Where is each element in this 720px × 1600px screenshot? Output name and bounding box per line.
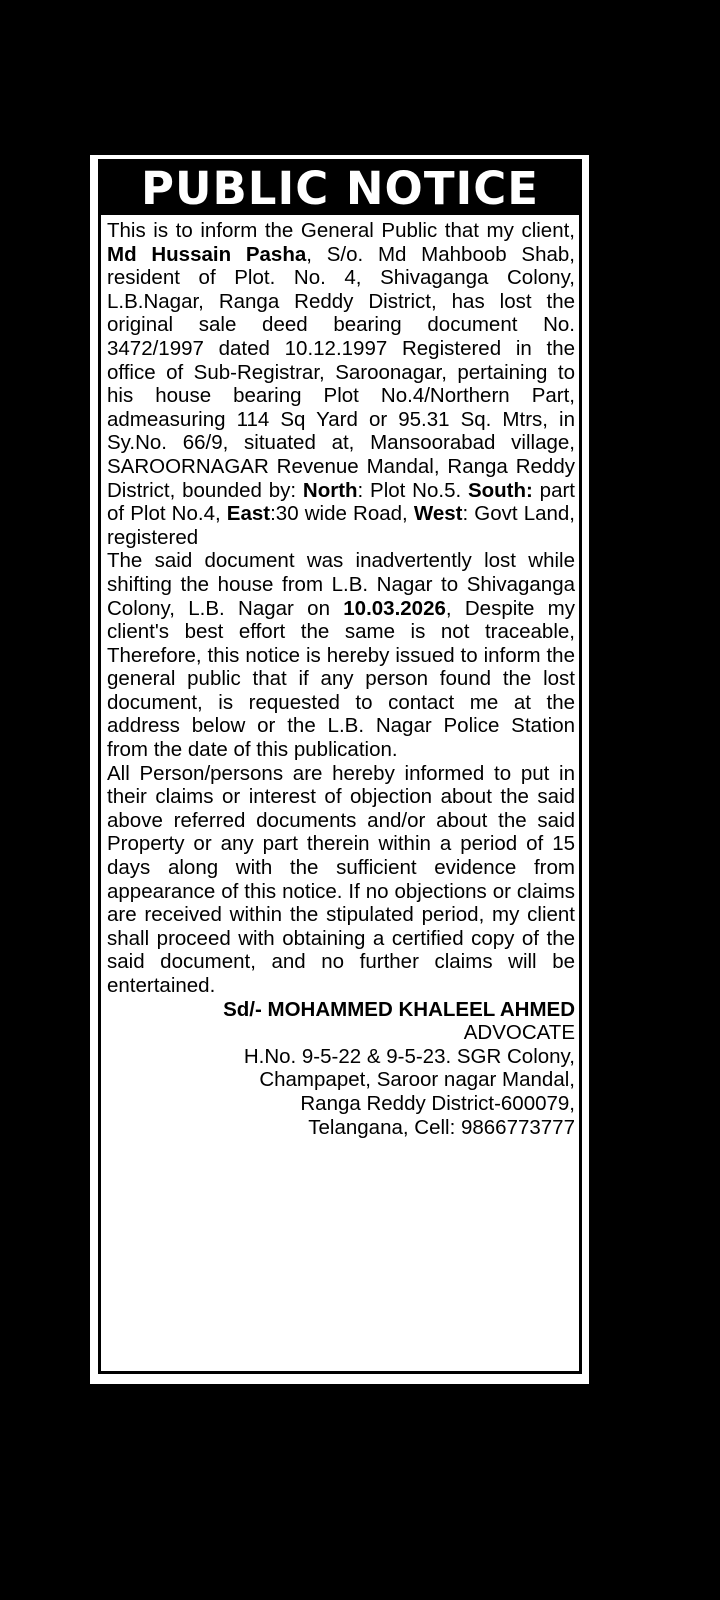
- west-label: West: [413, 502, 463, 526]
- loss-date: 10.03.2026: [343, 596, 446, 620]
- public-notice-box: [98, 159, 582, 1374]
- p1-details: , S/o. Md Mahboob Shab, resident of Plot. No. 4, Shivaganga Colony, L.B.Nagar, Ranga Reddy District, has lost the original sale deed bearing document No. 3472/1997 dated 10.12.1997 Registered in the office of Sub-Registrar, Saroonagar, pertaining to his house bearing Plot No.4/Northern Part, admeasuring 114 Sq Yard or 95.31 Sq. Mtrs, in Sy.No. 66/9, situated at, Mansoorabad village, SAROORNAGAR Revenue Mandal, Ranga Reddy District, bounded by:: [107, 242, 575, 502]
- p2-intro: The said document was inadvertently lost while shifting the house from L.B. Nagar to Shivaganga Colony, L.B. Nagar on: [107, 549, 575, 620]
- west-value: : Govt Land, registered: [107, 502, 575, 549]
- address-line-4: Telangana, Cell: 9866773777: [308, 1115, 575, 1139]
- notice-paragraph-2: [107, 549, 575, 761]
- address-line-1: H.No. 9-5-22 & 9-5-23. SGR Colony,: [243, 1044, 575, 1068]
- address-line-2: Champapet, Saroor nagar Mandal,: [259, 1068, 575, 1092]
- p1-intro: This is to inform the General Public that my client,: [107, 219, 575, 242]
- address-line-3: Ranga Reddy District-600079,: [300, 1091, 575, 1115]
- notice-body: [101, 215, 579, 998]
- p2-rest: , Despite my client's best effort the same is not traceable, Therefore, this notice is hereby issued to inform the general public that if any person found the lost document, is requested to contact me at the address below or the L.B. Nagar Police Station from the date of this publication.: [107, 596, 576, 762]
- notice-paragraph-3: All Person/persons are hereby informed to put in their claims or interest of objection about the said above referred documents and/or about the said Property or any part therein within a period of 15 days along with the sufficient evidence from appearance of this notice. If no objections or claims are received within the stipulated period, my client shall proceed with obtaining a certified copy of the said document, and no further claims will be entertained.: [107, 761, 575, 997]
- south-value: part of Plot No.4,: [107, 478, 575, 526]
- newspaper-clipping: [90, 155, 589, 1384]
- client-name: Md Hussain Pasha: [107, 242, 307, 266]
- north-value: : Plot No.5.: [357, 478, 468, 502]
- north-label: North: [302, 478, 358, 502]
- east-label: East: [226, 502, 271, 526]
- notice-paragraph-1: [107, 219, 575, 549]
- east-value: :30 wide Road,: [270, 502, 414, 526]
- south-label: South:: [467, 478, 533, 502]
- signatory-role: ADVOCATE: [463, 1021, 575, 1045]
- signature-block: [101, 998, 579, 1140]
- signatory-name: Sd/- MOHAMMED KHALEEL AHMED: [223, 997, 575, 1021]
- notice-title: PUBLIC NOTICE: [101, 162, 579, 215]
